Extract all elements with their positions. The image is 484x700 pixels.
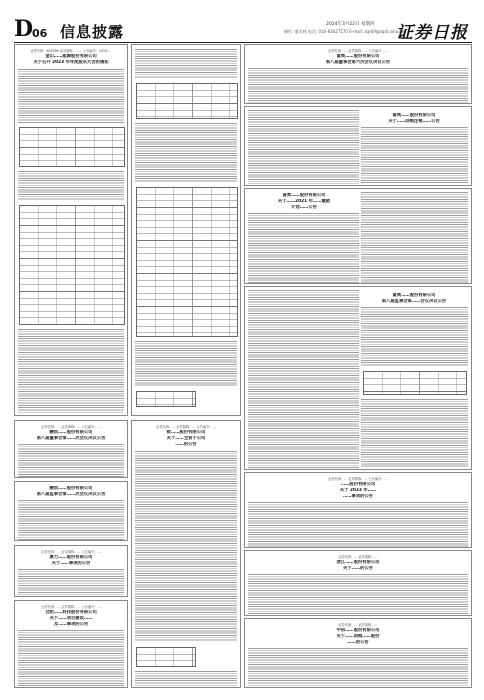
notice-company: 富奥……股份有限公司	[392, 113, 436, 118]
notice-right-c	[244, 188, 472, 284]
notice-middle-top	[131, 44, 241, 416]
notice-company: 合肥……科技股份有限公司	[45, 610, 97, 615]
notice-company: 中信……股份有限公司	[336, 628, 380, 633]
notice-code: 证券代码：… 证券简称：…	[338, 555, 378, 559]
body-text	[135, 123, 237, 183]
notice-title: 关于……全资子公司	[166, 436, 206, 441]
notice-code: 证券代码：… 证券简称：… 公告编号：…	[156, 425, 216, 429]
notice-company: 数……股份有限公司	[166, 430, 206, 435]
notice-company: 富奥……股份有限公司	[336, 54, 380, 59]
notice-title-line3: 及……事项的公告	[53, 622, 89, 627]
section-title: 信息披露	[60, 23, 125, 41]
notice-title-line3: 计划……公告	[291, 205, 317, 210]
vote-table	[363, 371, 467, 395]
body-text	[248, 574, 468, 615]
notice-company: ……股份有限公司	[340, 482, 376, 487]
notice-title: 第八届董事会第六次会议决议公告	[325, 60, 391, 65]
notice-right-d	[244, 286, 472, 470]
dateline: 2024年3月22日 星期四	[326, 22, 375, 27]
notice-company: 浙江……股份有限公司	[336, 560, 380, 565]
info-table	[136, 647, 196, 667]
body-text	[361, 399, 468, 468]
notice-title: 第八届董事会第……次会议决议公告	[36, 436, 106, 441]
notice-company: 融创……股份有限公司	[49, 486, 93, 491]
notice-left-mid	[14, 420, 128, 478]
notice-code: 证券代码：… 证券简称：…	[338, 623, 378, 627]
notice-title-line3: ……事项的公告	[342, 494, 374, 499]
notice-right-e	[244, 472, 472, 548]
notice-right-f	[244, 550, 472, 616]
body-text	[18, 329, 124, 413]
body-text	[248, 290, 359, 468]
body-text	[248, 213, 359, 283]
notice-middle-mid	[131, 420, 241, 688]
body-text	[361, 307, 468, 367]
masthead	[14, 16, 472, 43]
notice-company: 金山……能源股份有限公司	[45, 54, 97, 59]
newspaper-logo: 证券日报	[396, 23, 468, 43]
agenda-table	[19, 127, 125, 167]
notice-right-b	[244, 106, 472, 186]
body-text	[135, 49, 237, 79]
notice-title: 第八届监事会第……次会议决议公告	[36, 492, 106, 497]
page-letter: D	[14, 16, 33, 42]
notice-left-top	[14, 44, 128, 416]
notice-title: 关于……事项的公告	[51, 561, 91, 566]
proxy-table	[19, 205, 125, 325]
notice-right-g	[244, 618, 472, 688]
notice-code: 证券代码：… 证券简称：… 公告编号：…	[41, 605, 101, 609]
body-text	[18, 569, 124, 596]
body-text	[361, 127, 468, 184]
notice-title: 关于 2023 年……	[339, 488, 377, 493]
notice-company: 富奥……股份有限公司	[282, 193, 326, 198]
notice-title-line3: ……的公告	[347, 640, 369, 645]
body-text	[248, 110, 359, 184]
notice-company: 富奥……股份有限公司	[392, 293, 436, 298]
notice-title: 关于……2021 年……激励	[277, 199, 331, 204]
body-text	[18, 500, 124, 540]
notice-title: 关于……回购……股份	[336, 634, 380, 639]
page-number: 06	[32, 27, 48, 40]
notice-right-a	[244, 44, 472, 104]
notice-left-mid2	[14, 481, 128, 541]
notice-left-low	[14, 545, 128, 597]
masthead-rule	[14, 42, 472, 43]
notice-code: 证券代码：… 证券简称：… 公告编号：…	[328, 49, 388, 53]
notice-code: 证券代码：600396 证券简称：…… 公告编号：2024-…	[30, 49, 112, 53]
notice-title: 关于……的公告	[342, 566, 374, 571]
notice-title: 第八届监事会第……会议决议公告	[381, 299, 447, 304]
body-text	[248, 648, 468, 687]
notice-left-bottom	[14, 600, 128, 688]
contact-table	[136, 391, 196, 407]
notice-code: 证券代码：… 证券简称：… 公告编号：…	[41, 550, 101, 554]
resolution-table	[136, 83, 238, 119]
notice-company: 融创……股份有限公司	[49, 430, 93, 435]
notice-company: 康力……股份有限公司	[49, 555, 93, 560]
notice-title: 关于召开 2023 年年度股东大会的通知	[33, 60, 109, 65]
body-text	[248, 502, 468, 547]
notice-code: 证券代码：… 证券简称：… 公告编号：…	[328, 477, 388, 481]
notice-title-line3: ……的公告	[175, 442, 197, 447]
body-text	[18, 171, 124, 201]
notice-title: 关于……回购注销……公告	[388, 119, 440, 124]
voting-table	[136, 187, 238, 337]
body-text	[248, 68, 468, 103]
body-text	[135, 671, 237, 687]
body-text	[361, 192, 468, 283]
body-text	[18, 630, 124, 687]
body-text	[18, 444, 124, 477]
body-text	[18, 69, 124, 123]
notice-title: 关于……项目建设……	[49, 616, 93, 621]
body-text	[135, 341, 237, 387]
notice-code: 证券代码：… 证券简称：… 公告编号：…	[41, 425, 101, 429]
body-text	[135, 451, 237, 641]
editor-line: 制作: 董幸林 电话: 010-83027170 E-mail: zqrb9@zqrb.sina.net	[284, 29, 406, 34]
